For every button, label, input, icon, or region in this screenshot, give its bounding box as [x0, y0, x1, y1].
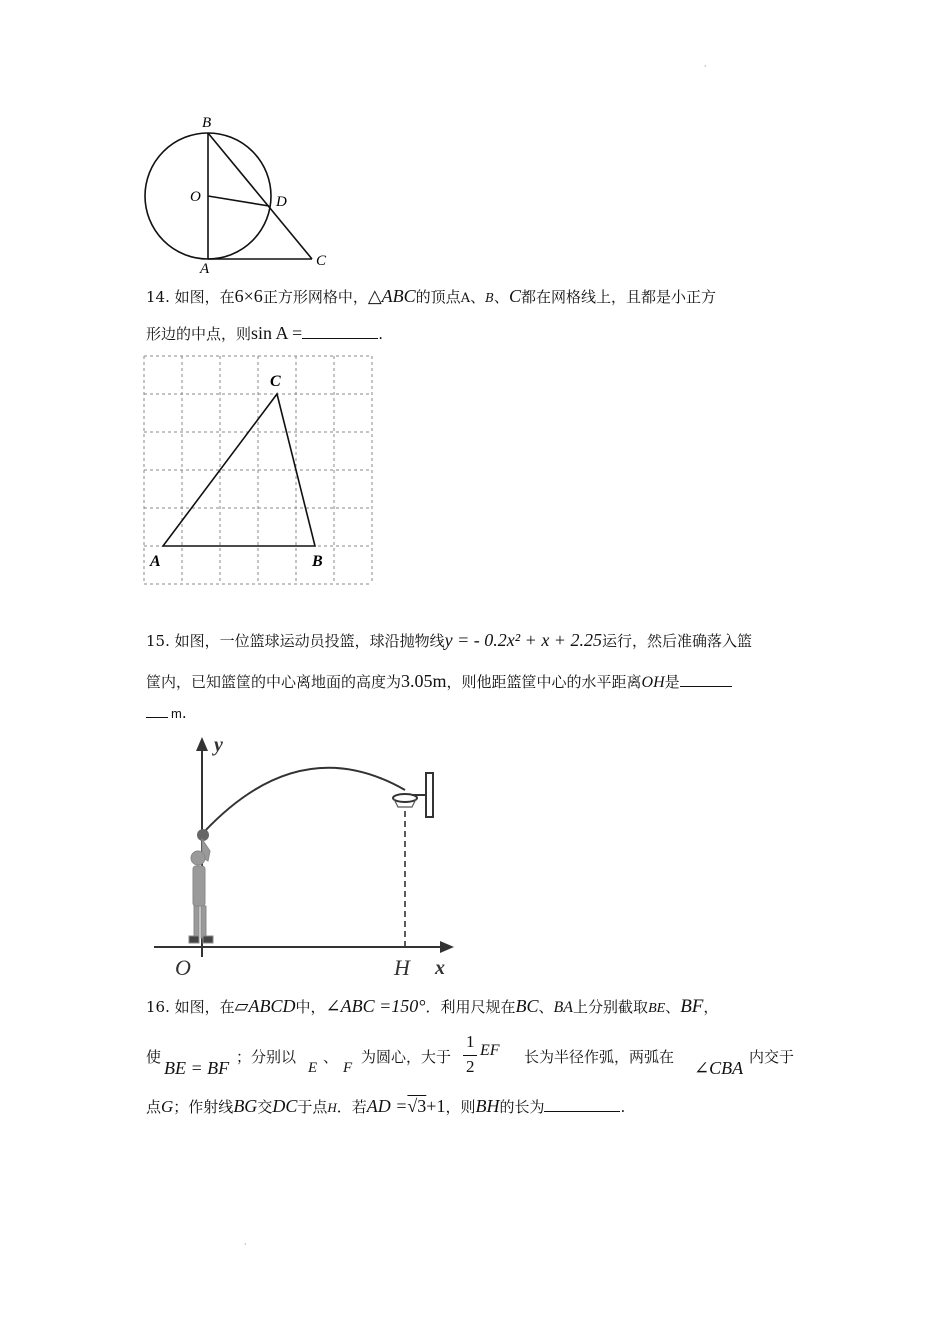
q14-number: 14.	[146, 288, 170, 306]
q16-sep2: 、	[665, 998, 681, 1016]
q16-bf: BF	[680, 996, 704, 1017]
q14-point-c: C	[508, 286, 521, 306]
q16-h: H	[327, 1100, 337, 1115]
q16-answer-blank[interactable]	[544, 1097, 620, 1112]
q16-e: E	[308, 1060, 318, 1076]
page-dot-top: ·	[704, 62, 707, 71]
axis-label-y: y	[214, 735, 223, 756]
q16-ef: EF	[480, 1042, 500, 1059]
q14-point-b: B	[485, 291, 494, 305]
q16-sqrt: √3	[407, 1096, 427, 1116]
q16-text1: 如图，在	[174, 998, 235, 1016]
q14-sep1: 、	[470, 288, 486, 306]
q14-triangle: △ABC	[367, 286, 416, 306]
q16-bg: BG	[233, 1096, 258, 1116]
q15-text2: 运行，然后准确落入篮	[601, 632, 752, 650]
q16-text5: 使	[146, 1048, 162, 1066]
q16-bh: BH	[475, 1096, 500, 1116]
q14-text1: 如图，在	[174, 288, 235, 306]
q16-text7: 为圆心，大于	[361, 1048, 452, 1066]
q14-line1	[146, 286, 716, 307]
q15-text5: 是	[664, 673, 680, 691]
label-A: A	[200, 261, 210, 277]
q16-text3: ．利用尺规在	[425, 998, 516, 1016]
q16-text11: ；作射线	[173, 1098, 234, 1116]
q14-line2	[146, 323, 383, 344]
q14-grid-size: 6×6	[234, 286, 263, 306]
q14-text5: 形边的中点，则	[146, 325, 252, 343]
q15-line3	[146, 703, 187, 722]
q16-f: F	[343, 1060, 353, 1076]
grid-label-B: B	[312, 553, 323, 570]
circle-tangent-figure	[138, 112, 338, 277]
label-B: B	[202, 115, 212, 131]
q16-bc: BC	[515, 996, 539, 1016]
q15-end: .	[181, 704, 187, 722]
q16-be: BE	[648, 1001, 666, 1016]
q15-formula: y = - 0.2x² + x + 2.25	[444, 630, 602, 650]
player-figure	[189, 839, 213, 943]
q16-eq: BE = BF	[164, 1058, 230, 1078]
grid-label-A: A	[150, 553, 161, 570]
q16-line3	[146, 1096, 625, 1117]
q15-unit: m	[171, 706, 182, 721]
q16-angle: ∠ABC =150°	[325, 996, 426, 1016]
basketball-figure	[150, 735, 460, 980]
q16-g: G	[161, 1097, 174, 1116]
q14-text3: 的顶点	[415, 288, 461, 306]
q16-text2: 中，	[295, 998, 326, 1016]
q14-text2: 正方形网格中，	[262, 288, 368, 306]
q16-text12: 交	[257, 1098, 273, 1116]
q14-sep2: 、	[493, 288, 509, 306]
q15-answer-blank-b[interactable]	[146, 703, 168, 718]
q16-text8: 长为半径作弧，两弧在	[524, 1048, 675, 1066]
q16-comma: ，	[703, 998, 719, 1016]
axis-label-x: x	[435, 957, 445, 979]
q16-sep1: 、	[538, 998, 554, 1016]
label-D: D	[276, 194, 287, 210]
q16-ba: BA	[553, 999, 574, 1016]
q15-height: 3.05m	[401, 671, 447, 691]
q14-end: .	[378, 325, 383, 343]
q15-text1: 如图，一位篮球运动员投篮，球沿抛物线	[174, 632, 445, 650]
q15-text4: ，则他距篮筐中心的水平距离	[446, 673, 642, 691]
q16-text16: 的长为	[499, 1098, 545, 1116]
q14-point-a: A	[460, 291, 471, 306]
label-O: O	[190, 189, 201, 205]
q16-ad: AD =	[366, 1096, 408, 1116]
q16-text13: 于点	[297, 1098, 328, 1116]
q16-text4: 上分别截取	[573, 998, 649, 1016]
q16-text15: ，则	[445, 1098, 476, 1116]
q16-line1	[146, 996, 718, 1018]
q16-number: 16.	[146, 998, 170, 1016]
q15-number: 15.	[146, 632, 170, 650]
q16-text6: ；分别以	[236, 1048, 297, 1066]
q16-frac-bar	[463, 1055, 477, 1056]
q16-end: .	[620, 1098, 626, 1116]
q15-oh: OH	[641, 674, 665, 691]
label-C: C	[316, 253, 327, 269]
q14-answer-blank[interactable]	[302, 324, 378, 339]
q15-text3: 筐内，已知篮筐的中心离地面的高度为	[146, 673, 402, 691]
q16-sep3: 、	[323, 1048, 339, 1066]
q16-text9: 内交于	[749, 1048, 795, 1066]
q15-line1	[146, 630, 752, 651]
q16-cba: ∠CBA	[694, 1058, 744, 1078]
q16-parallelogram: ▱ABCD	[234, 996, 296, 1016]
q16-dc: DC	[272, 1096, 298, 1116]
q15-answer-blank-a[interactable]	[680, 672, 732, 687]
q14-text4: 都在网格线上，且都是小正方	[520, 288, 716, 306]
q16-frac-den: 2	[466, 1057, 475, 1076]
q16-plus1: +1	[426, 1096, 446, 1116]
grid-triangle-figure	[140, 352, 376, 588]
q16-frac-num: 1	[466, 1032, 475, 1051]
axis-label-O: O	[175, 955, 191, 980]
q15-line2	[146, 671, 732, 692]
page-dot-bottom: ·	[244, 1240, 247, 1249]
axis-label-H: H	[394, 955, 410, 980]
q16-text10: 点	[146, 1098, 162, 1116]
q16-text14: ．若	[336, 1098, 367, 1116]
grid-label-C: C	[270, 373, 281, 390]
q14-expr: sin A =	[251, 323, 303, 343]
